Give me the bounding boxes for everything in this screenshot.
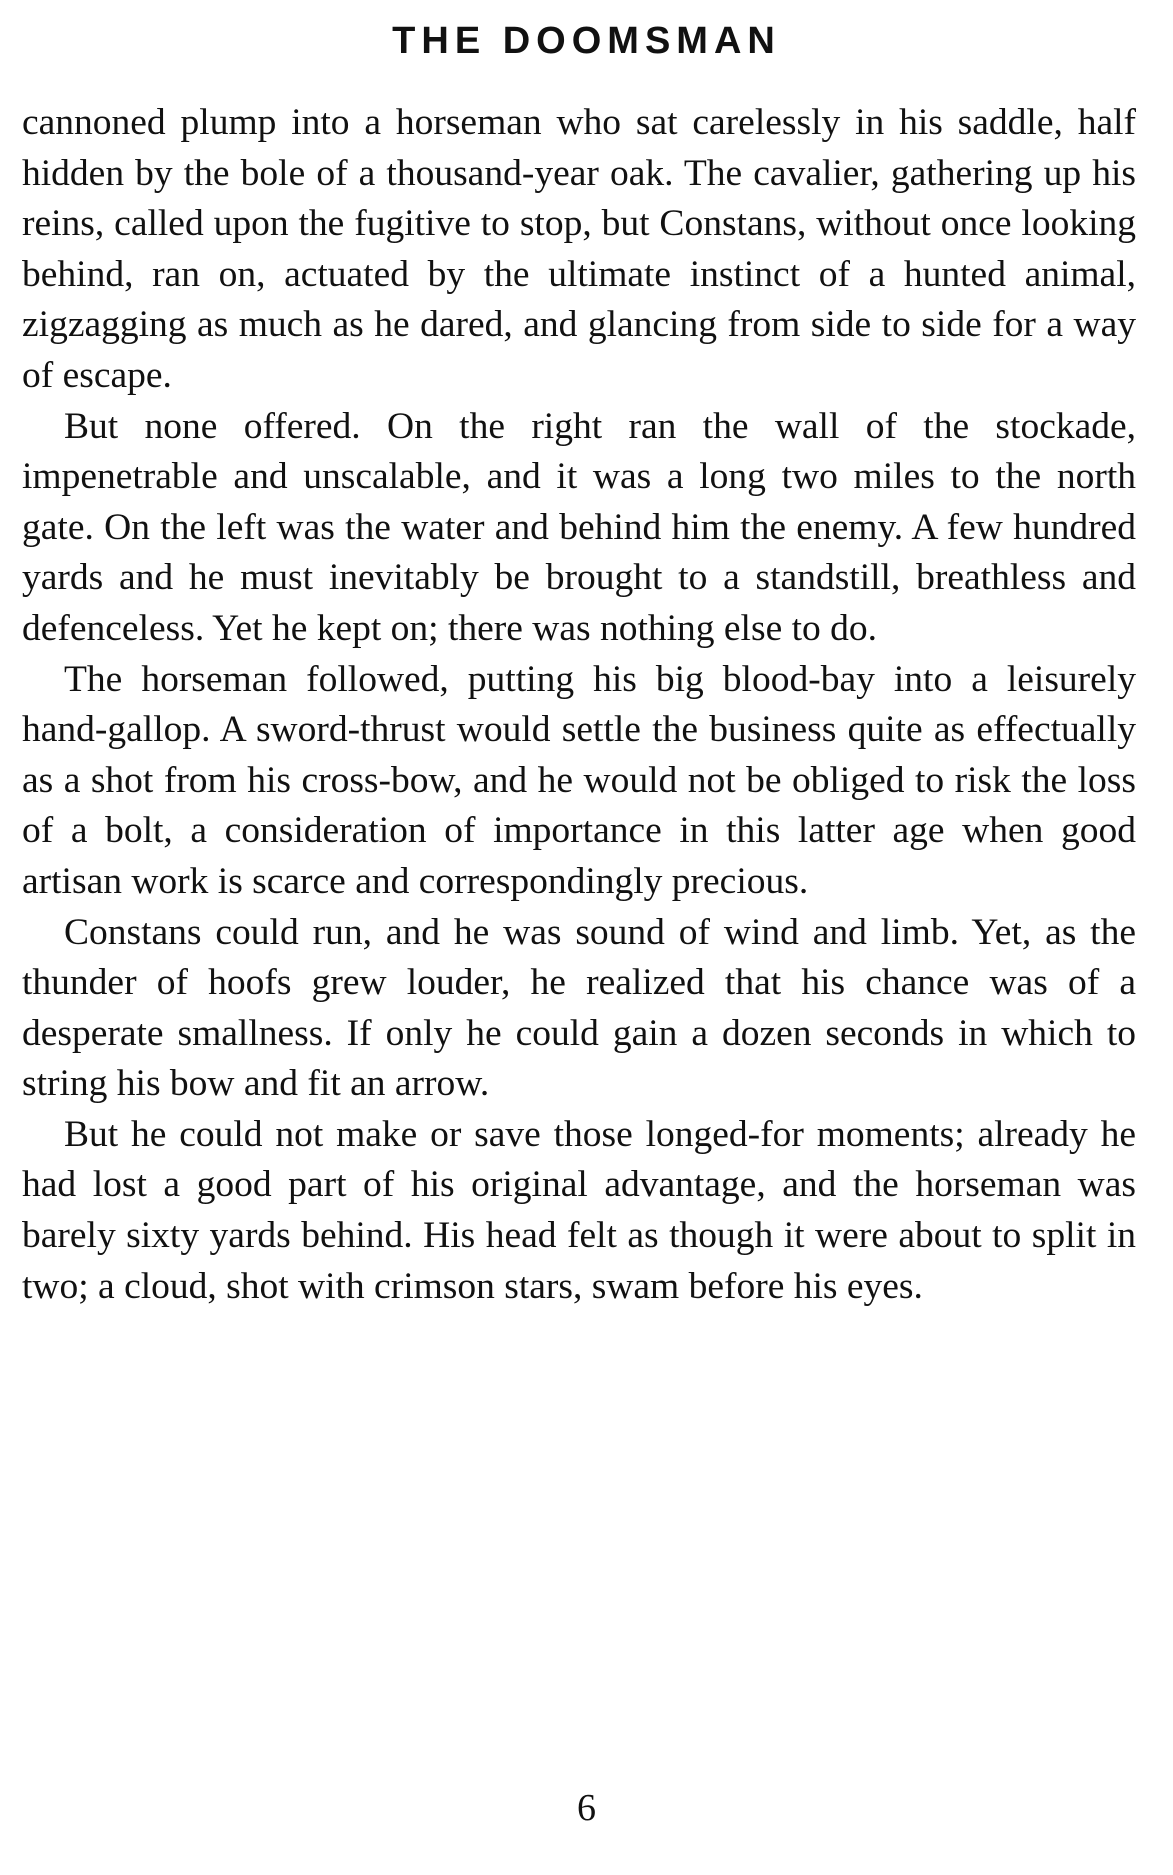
page-body <box>22 98 1136 1312</box>
paragraph: The horseman followed, putting his big blood-bay into a leisurely hand-gallop. A sword-thrust would settle the business quite as effectually as a shot from his cross-bow, and he would not be obliged to risk the loss of a bolt, a consideration of importance in this latter age when good artisan work is scarce and correspondingly precious. <box>22 658 1136 902</box>
paragraph: Constans could run, and he was sound of wind and limb. Yet, as the thunder of hoofs grew louder, he realized that his chance was of a desperate smallness. If only he could gain a dozen seconds in which to string his bow and fit an arrow. <box>22 911 1136 1105</box>
running-title: THE DOOMSMAN <box>392 20 781 62</box>
paragraph: But he could not make or save those longed-for moments; already he had lost a good part of his original advantage, and the horseman was barely sixty yards behind. His head felt as though it were about to split in two; a cloud, shot with crimson stars, swam before his eyes. <box>22 1113 1136 1307</box>
page-number: 6 <box>577 1787 596 1829</box>
paragraph: But none offered. On the right ran the wall of the stockade, impenetrable and unscalable, and it was a long two miles to the north gate. On the left was the water and behind him the enemy. A few hundred yards and he must inevitably be brought to a standstill, breathless and defenceless. Yet he kept on; there was nothing else to do. <box>22 405 1136 649</box>
paragraph-continued: cannoned plump into a horseman who sat carelessly in his saddle, half hidden by the bole of a thousand-year oak. The cavalier, gathering up his reins, called upon the fugitive to stop, but Constans, without once looking behind, ran on, actuated by the ultimate instinct of a hunted animal, zigzagging as much as he dared, and glancing from side to side for a way of escape. <box>22 102 1136 396</box>
